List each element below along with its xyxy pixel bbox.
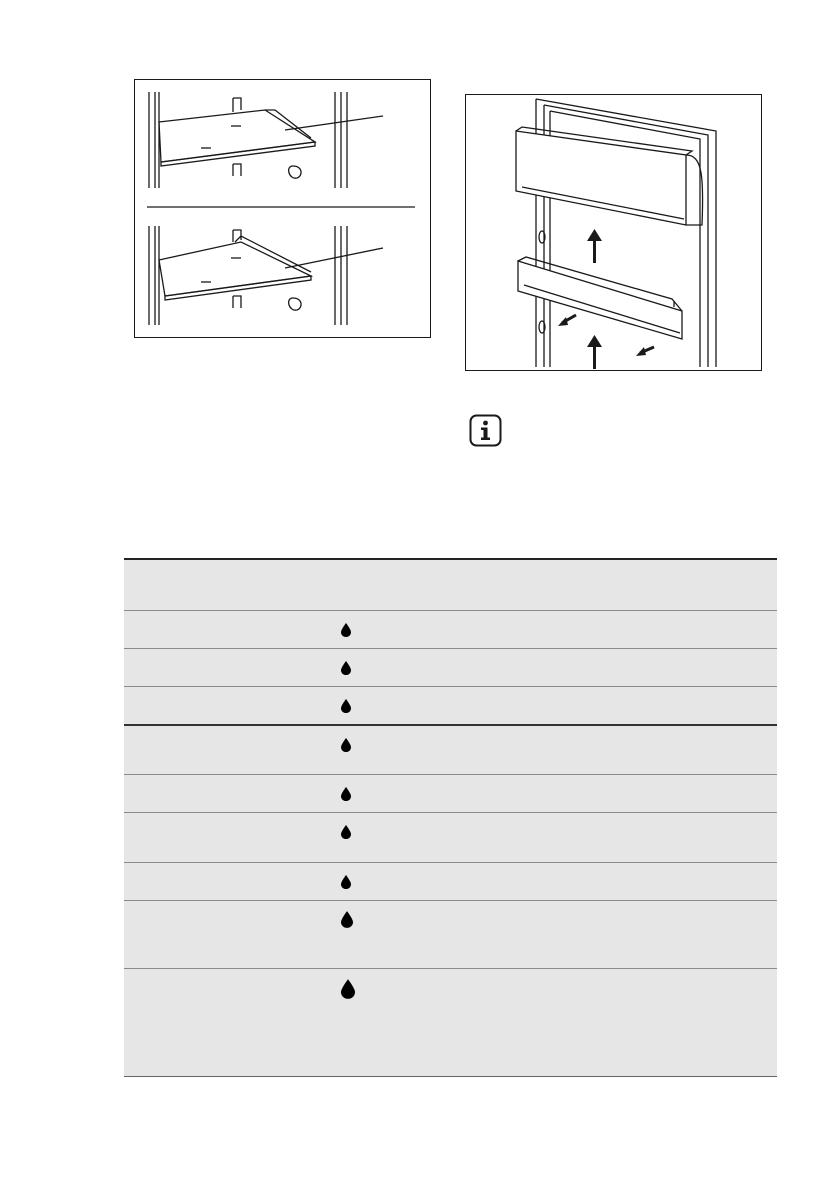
info-icon: [469, 414, 502, 447]
pointer-line-icon: [285, 116, 383, 130]
table-row: [124, 724, 777, 774]
water-drop-icon: [341, 911, 353, 928]
water-drop-icon: [341, 825, 351, 839]
table-row: [124, 812, 777, 862]
table-row: [124, 610, 777, 648]
table-row: [124, 686, 777, 724]
pointer-line-icon: [285, 248, 383, 268]
table-row: [124, 648, 777, 686]
water-drop-icon: [341, 738, 351, 752]
water-drop-icon: [341, 979, 355, 999]
door-balcony-illustration: [465, 94, 762, 371]
shelf-bottom-panel-icon: [149, 226, 383, 325]
shelf-illustration: [134, 79, 431, 338]
table-row: [124, 774, 777, 812]
water-drop-icon: [341, 699, 351, 713]
water-drop-icon: [341, 875, 351, 889]
shelf-top-panel-icon: [149, 92, 383, 188]
water-drop-icon: [341, 623, 351, 637]
arrow-up-icon: [587, 335, 602, 369]
table-header-row: [124, 560, 777, 610]
table-row: [124, 968, 777, 1076]
arrow-up-icon: [587, 229, 602, 263]
water-drop-icon: [341, 661, 351, 675]
water-drop-icon: [341, 787, 351, 801]
food-storage-table: [124, 558, 777, 1077]
lower-balcony-icon: [518, 257, 682, 339]
table-row: [124, 862, 777, 900]
table-row: [124, 900, 777, 968]
